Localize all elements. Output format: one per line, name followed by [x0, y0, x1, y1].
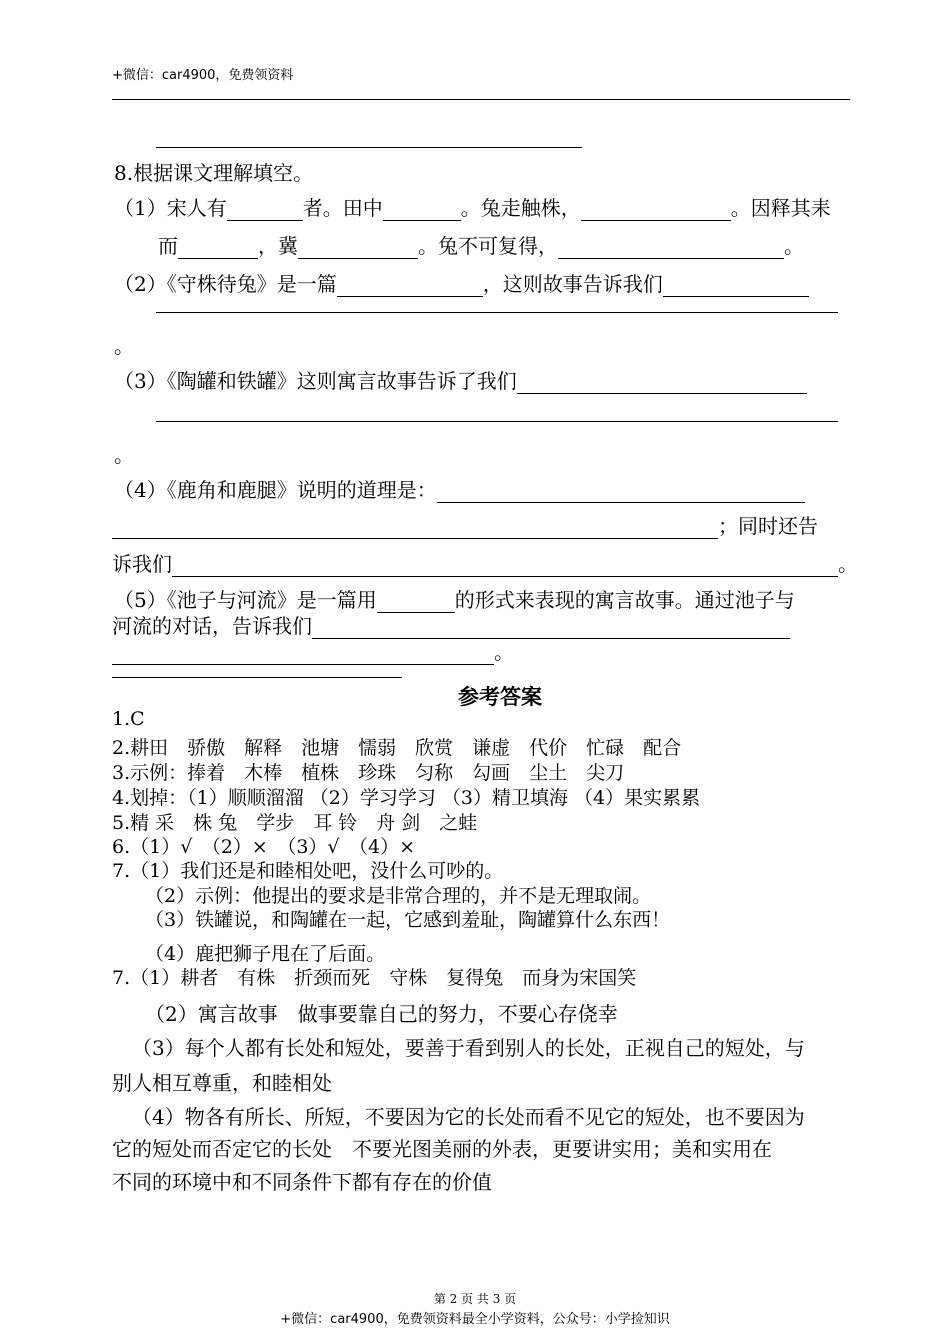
- question-8-3: [114, 365, 807, 394]
- answer-line: [156, 421, 838, 422]
- question-8-4-line1: [114, 474, 805, 503]
- q85-b: 的形式来表现的寓言故事。通过池子与: [454, 588, 795, 612]
- answer-line-2: 2.耕田 骄傲 解释 池塘 懦弱 欣赏 谦虚 代价 忙碌 配合: [112, 737, 682, 759]
- answer-line-4: 4.划掉：（1）顺顺溜溜 （2）学习学习 （3）精卫填海 （4）果实累累: [112, 787, 701, 809]
- answer-line-9: （3）铁罐说，和陶罐在一起，它感到羞耻，陶罐算什么东西！: [145, 909, 671, 931]
- blank[interactable]: [558, 238, 784, 259]
- q84-c: 诉我们: [112, 552, 172, 576]
- q84-b: ；同时还告: [718, 514, 818, 538]
- answer-line-13: （3）每个人都有长处和短处，要善于看到别人的长处，正视自己的短处，与: [132, 1036, 805, 1060]
- answer-line-15: （4）物各有所长、所短，不要因为它的长处而看不见它的短处，也不要因为: [132, 1105, 805, 1129]
- q81-a: （1）宋人有: [114, 196, 227, 220]
- q82-b: ，这则故事告诉我们: [482, 272, 663, 296]
- blank[interactable]: [437, 482, 805, 503]
- blank[interactable]: [383, 200, 461, 221]
- q81-c: 。兔走触株，: [460, 196, 581, 220]
- page-number: 第 2 页 共 3 页: [433, 1292, 517, 1306]
- answer-line: [156, 147, 582, 148]
- q85-a: （5）《池子与河流》是一篇用: [114, 588, 377, 612]
- q82-end: 。: [114, 334, 134, 358]
- blank[interactable]: [112, 644, 494, 665]
- blank[interactable]: [663, 276, 809, 297]
- answer-line-1: 1.C: [112, 708, 145, 730]
- answer-line-8: （2）示例：他提出的要求是非常合理的，并不是无理取闹。: [145, 885, 652, 907]
- answer-line-11: 7.（1）耕者 有株 折颈而死 守株 复得兔 而身为宋国笑: [112, 967, 637, 989]
- header-text: +微信：car4900，免费领资料: [112, 68, 294, 83]
- question-8-1-line1: [114, 192, 831, 221]
- blank[interactable]: [298, 238, 418, 259]
- section-divider: [112, 677, 402, 678]
- question-8-4-line3: [112, 548, 858, 577]
- question-8-2: [114, 268, 809, 297]
- q81-f: ，冀: [258, 234, 298, 258]
- blank[interactable]: [517, 373, 807, 394]
- footer-text: +微信：car4900，免费领资料最全小学资料，公众号：小学捡知识: [280, 1312, 670, 1327]
- question-8-1-line2: [158, 230, 804, 259]
- q81-e: 而: [158, 234, 178, 258]
- answers-title: 参考答案: [458, 685, 542, 709]
- q81-d: 。因释其耒: [730, 196, 831, 220]
- answer-line-12: （2）寓言故事 做事要靠自己的努力，不要心存侥幸: [145, 1002, 618, 1026]
- question-8-5-line1: [114, 584, 795, 613]
- answer-line-17: 不同的环境中和不同条件下都有存在的价值: [112, 1170, 492, 1194]
- q81-b: 者。田中: [302, 196, 383, 220]
- q81-g: 。兔不可复得，: [418, 234, 558, 258]
- q83-a: （3）《陶罐和铁罐》这则寓言故事告诉了我们: [114, 369, 517, 393]
- answer-line-14: 别人相互尊重，和睦相处: [112, 1071, 332, 1095]
- blank[interactable]: [581, 200, 731, 221]
- question-8-title: 8.根据课文理解填空。: [114, 161, 314, 185]
- q84-a: （4）《鹿角和鹿腿》说明的道理是：: [114, 478, 437, 502]
- answer-line-3: 3.示例：捧着 木棒 植株 珍珠 匀称 勾画 尘土 尖刀: [112, 762, 625, 784]
- blank[interactable]: [227, 200, 303, 221]
- answer-line-5: 5.精 采 株 兔 学步 耳 铃 舟 剑 之蛙: [112, 812, 478, 834]
- question-8-5-line3: [112, 636, 514, 665]
- question-8-4-line2: [112, 510, 818, 539]
- q83-end: 。: [114, 443, 134, 467]
- question-8-5-line2: [112, 610, 790, 639]
- answer-line-16: 它的短处而否定它的长处 不要光图美丽的外表，更要讲实用；美和实用在: [112, 1137, 772, 1161]
- answer-line-6: 6.（1）√ （2）× （3）√ （4）×: [112, 836, 416, 858]
- blank[interactable]: [178, 238, 258, 259]
- blank[interactable]: [337, 276, 483, 297]
- q81-h: 。: [784, 234, 804, 258]
- answer-line-10: （4）鹿把狮子甩在了后面。: [145, 943, 386, 965]
- q84-d: 。: [838, 552, 858, 576]
- blank[interactable]: [172, 556, 838, 577]
- q82-a: （2）《守株待兔》是一篇: [114, 272, 337, 296]
- header-rule: [112, 99, 850, 100]
- q85-d: 。: [494, 640, 514, 664]
- blank[interactable]: [112, 518, 718, 539]
- answer-line: [156, 312, 838, 313]
- q85-c: 河流的对话，告诉我们: [112, 614, 312, 638]
- answer-line-7: 7.（1）我们还是和睦相处吧，没什么可吵的。: [112, 860, 504, 882]
